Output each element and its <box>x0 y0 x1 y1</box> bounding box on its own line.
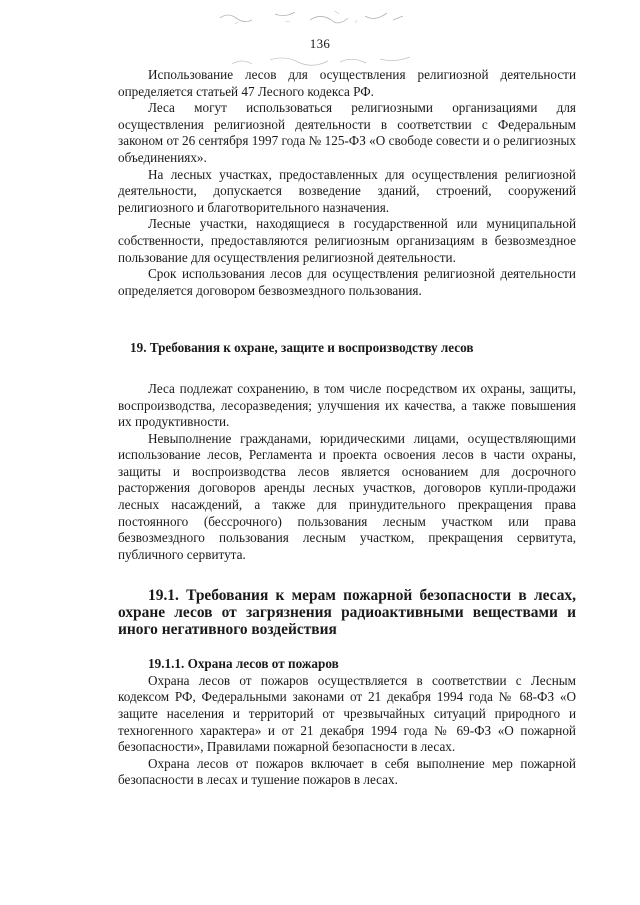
section-19-1-1-heading: 19.1.1. Охрана лесов от пожаров <box>148 656 339 672</box>
section-19-1-1-paragraph-2: Охрана лесов от пожаров включает в себя выполнение мер пожарной безопасности в лесах и тушение пожаров в лесах. <box>118 755 576 788</box>
paragraph-intro-2: Леса могут использоваться религиозными организациями для осуществления религиозной деятельности в соответствии с Федеральным законом от 26 сентября 1997 года № 125-ФЗ «О свободе совести и о религиозных объединениях». <box>118 100 576 165</box>
section-19-paragraph-1: Леса подлежат сохранению, в том числе посредством их охраны, защиты, воспроизводства, лесоразведения; улучшения их качества, а также повышения их продуктивности. <box>118 380 576 430</box>
paragraph-intro-1: Использование лесов для осуществления религиозной деятельности определяется статьей 47 Лесного кодекса РФ. <box>118 67 576 99</box>
paragraph-intro-5: Срок использования лесов для осуществления религиозной деятельности определяется договором безвозмездного пользования. <box>118 266 576 298</box>
paragraph-intro-3: На лесных участках, предоставленных для осуществления религиозной деятельности, допускается возведение зданий, строений, сооружений религиозного и благотворительного назначения. <box>118 166 576 215</box>
section-19-heading: 19. Требования к охране, защите и воспроизводству лесов <box>130 340 474 356</box>
section-19-1-1-paragraph-1: Охрана лесов от пожаров осуществляется в соответствии с Лесным кодексом РФ, Федеральными законами от 21 декабря 1994 года № 68-ФЗ «О защите населения и территорий от чрезвычайных ситуаций природного и техногенного характера» и от 21 декабря 1994 года № 69-ФЗ «О пожарной безопасности», Правилами пожарной безопасности в лесах. <box>118 672 576 755</box>
section-19-1-heading: 19.1. Требования к мерам пожарной безопасности в лесах, охране лесов от загрязнения радиоактивными веществами и иного негативного воздействия <box>118 587 576 638</box>
scan-artifact <box>215 6 415 28</box>
page-number: 136 <box>309 36 331 51</box>
paragraph-intro-4: Лесные участки, находящиеся в государственной или муниципальной собственности, предоставляются религиозным организациям в безвозмездное пользование для осуществления религиозной деятельности. <box>118 216 576 265</box>
section-19-paragraph-2: Невыполнение гражданами, юридическими лицами, осуществляющими использование лесов, Регламента и проекта освоения лесов в части охраны, защиты и воспроизводства лесов является основанием для досрочного расторжения договоров аренды лесных участков, договоров купли-продажи лесных насаждений, а также для принудительного прекращения права постоянного (бессрочного) пользования лесным участком или права безвозмездного пользования лесным участком, прекращения сервитута, публичного сервитута. <box>118 430 576 562</box>
document-body <box>118 67 576 789</box>
